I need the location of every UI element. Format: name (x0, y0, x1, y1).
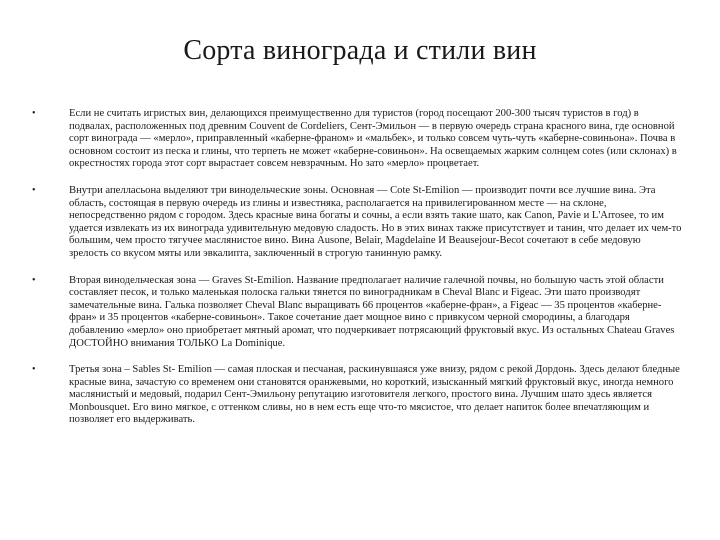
bullet-text: Если не считать игристых вин, делающихся преимущественно для туристов (город посещают 200-300 тысяч туристов в год) в подвалах, расположенных под древним Couvent de Cordeliers, Сент-Эмильон — в первую очередь страна красного вина, где основной сорт винограда — «мерло», приправленный «каберне-франом» и «мальбек», и только совсем чуть-чуть «каберне-совиньона». Почва в основном состоит из песка и глины, что терпеть не может «каберне-совиньон». На освещаемых жарким солнцем cotes (или склонах) в окрестностях города этот сорт вырастает совсем невзрачным. Но зато «мерло» процветает. (69, 108, 677, 170)
bullet-marker: • (32, 108, 36, 119)
bullet-item (32, 108, 682, 171)
bullet-item (32, 185, 682, 261)
bullet-marker: • (32, 364, 36, 376)
bullet-text: Внутри апелласьона выделяют три винодельческие зоны. Основная — Cote St-Emilion — производит почти все лучшие вина. Эта область, состоящая в первую очередь из глины и известняка, располагается на привилегированном месте — на склоне, непосредственно рядом с городом. Здесь красные вина богаты и сочны, а если взять такие шато, как Canon, Pavie и L'Arrosee, то им удается извлекать из их винограда удивительную медовую сладость. Но в этих винах также присутствует и танин, что делает их чем-то большим, чем просто тягучее маслянистое вино. Вина Ausone, Belair, Magdelaine И Beausejour-Becot сочетают в себе медовую зрелость со вкусом мяты или эвкалипта, заключенный в строгую танинную рамку. (69, 184, 682, 259)
slide-title: Сорта винограда и стили вин (183, 35, 537, 66)
bullet-text: Третья зона – Sables St- Emilion — самая плоская и песчаная, раскинувшаяся уже внизу, рядом с рекой Дордонь. Здесь делают бледные красные вина, зачастую со временем они становятся оранжевыми, но короткий, изысканный мягкий фруктовый вкус, иногда немного маслянистый и медовый, подарил Сент-Эмильону репутацию изготовителя легкого, простого вина. Лучшим шато здесь является Monbousquet. Его вино мягкое, с оттенком сливы, но в нем есть еще что-то мясистое, что делает напиток более впечатляющим и позволяет его выдерживать. (69, 364, 680, 426)
bullet-marker: • (32, 274, 36, 286)
bullet-item (32, 364, 682, 427)
bullet-marker: • (32, 184, 36, 196)
bullet-text: Вторая винодельческая зона — Graves St-Emilion. Название предполагает наличие галечной почвы, но большую часть этой области составляет песок, и только маленькая полоска гальки тянется по виноградникам в Cheval Blanc и Figeac. Эти шато производят замечательные вина. Галька позволяет Cheval Blanc выращивать 66 процентов «каберне-фран», а Figeac — 35 процентов «каберне-фран» и 35 процентов «каберне-совиньон». Такое сочетание дает мощное вино с привкусом черной смородины, а благодаря добавлению «мерло» оно приобретает мятный аромат, что подчеркивает потрясающий фруктовый вкус. Из остальных Chateau Graves ДОСТОЙНО внимания ТОЛЬКО La Dominique. (69, 274, 675, 349)
bullet-item (32, 275, 682, 351)
bullet-list (32, 108, 682, 427)
